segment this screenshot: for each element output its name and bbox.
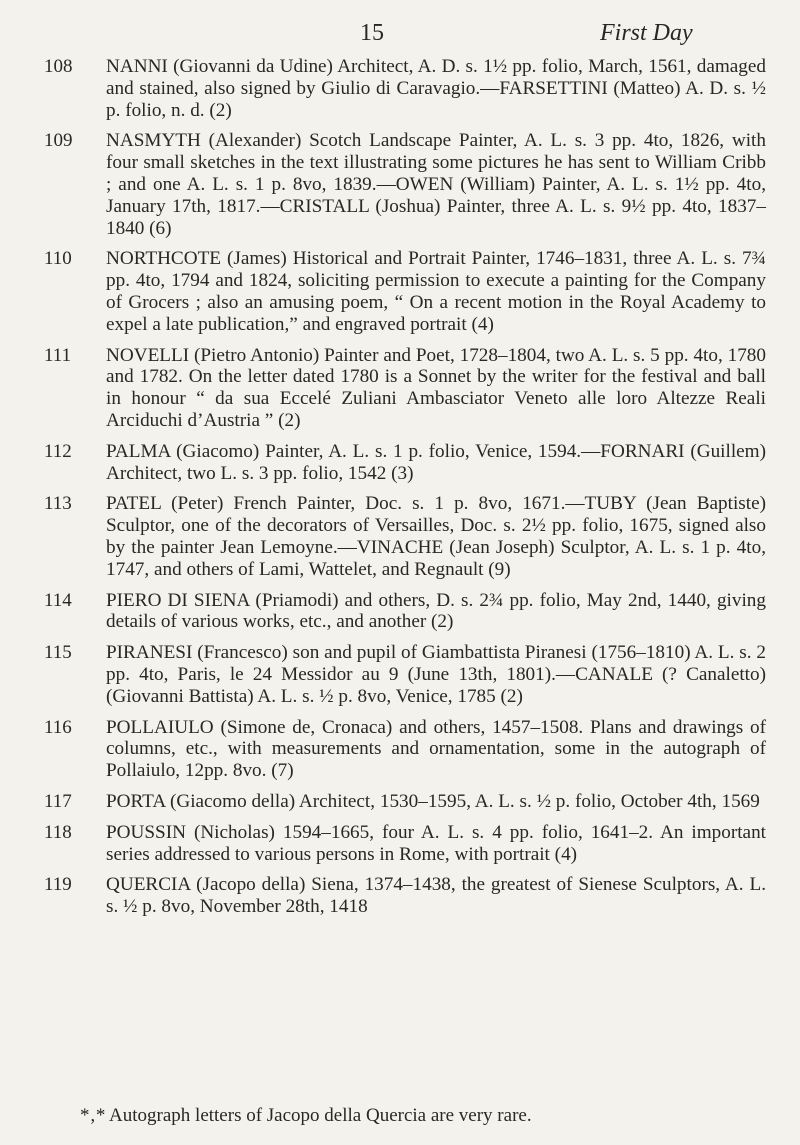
lot-entry — [0, 717, 800, 782]
lot-description: NORTHCOTE (James) Historical and Portrait Painter, 1746–1831, three A. L. s. 7¾ pp. 4to, 1794 and 1824, soliciting permission to execute a painting for the Company of Grocers ; also an amusing poem, “ On a recent motion in the Royal Academy to expel a late publication,” and engraved portrait (4) — [106, 248, 766, 335]
lot-description: POLLAIULO (Simone de, Cronaca) and others, 1457–1508. Plans and drawings of columns, etc., with measurements and ornamentation, some in the autograph of Pollaiulo, 12pp. 8vo. (7) — [106, 716, 766, 782]
lot-entry — [0, 130, 800, 239]
lot-entry — [0, 441, 800, 485]
lot-number: 117 — [44, 790, 72, 812]
lot-number: 116 — [44, 716, 72, 738]
lot-description: NASMYTH (Alexander) Scotch Landscape Painter, A. L. s. 3 pp. 4to, 1826, with four small sketches in the text illustrating some pictures he has sent to William Cribb ; and one A. L. s. 1 p. 8vo, 1839.—OWEN (William) Painter, A. L. s. 1½ pp. 4to, January 17th, 1817.—CRISTALL (Joshua) Painter, three A. L. s. 9½ pp. 4to, 1837–1840 (6) — [106, 130, 766, 239]
section-title: First Day — [600, 20, 693, 46]
lot-description: NOVELLI (Pietro Antonio) Painter and Poet, 1728–1804, two A. L. s. 5 pp. 4to, 1780 and 1782. On the letter dated 1780 is a Sonnet by the writer for the festival and ball in honour “ da sua Eccelé Zuliani Ambasciator Veneto alle loro Altezze Reali Arciduchi d’Austria ” (2) — [106, 344, 766, 431]
lot-number: 113 — [44, 493, 72, 515]
lot-number: 119 — [44, 874, 72, 896]
lot-entry — [0, 248, 800, 335]
lot-entry — [0, 590, 800, 634]
page-number: 15 — [360, 20, 384, 46]
lot-number: 110 — [44, 248, 72, 270]
lot-list — [0, 56, 800, 927]
lot-number: 118 — [44, 821, 72, 843]
lot-number: 114 — [44, 589, 72, 611]
lot-description: PALMA (Giacomo) Painter, A. L. s. 1 p. folio, Venice, 1594.—FORNARI (Guillem) Architect, two L. s. 3 pp. folio, 1542 (3) — [106, 440, 766, 484]
lot-description: PIRANESI (Francesco) son and pupil of Giambattista Piranesi (1756–1810) A. L. s. 2 pp. 4to, Paris, le 24 Messidor au 9 (June 13th, 1801).—CANALE (? Canaletto) (Giovanni Battista) A. L. s. ½ p. 8vo, Venice, 1785 (2) — [106, 642, 766, 707]
lot-description: PATEL (Peter) French Painter, Doc. s. 1 p. 8vo, 1671.—TUBY (Jean Baptiste) Sculptor, one of the decorators of Versailles, Doc. s. 2½ pp. folio, 1675, signed also by the painter Jean Lemoyne.—VINACHE (Jean Joseph) Sculptor, A. L. s. 1 p. 4to, 1747, and others of Lami, Wattelet, and Regnault (9) — [106, 493, 766, 580]
lot-description: POUSSIN (Nicholas) 1594–1665, four A. L. s. 4 pp. folio, 1641–2. An important series addressed to various persons in Rome, with portrait (4) — [106, 821, 766, 865]
lot-description: PIERO DI SIENA (Priamodi) and others, D. s. 2¾ pp. folio, May 2nd, 1440, giving details of various works, etc., and another (2) — [106, 589, 766, 633]
lot-entry — [0, 822, 800, 866]
footnote: *‚* Autograph letters of Jacopo della Quercia are very rare. — [80, 1105, 532, 1126]
lot-entry — [0, 56, 800, 121]
lot-number: 109 — [44, 130, 73, 152]
lot-entry — [0, 791, 800, 813]
lot-description: PORTA (Giacomo della) Architect, 1530–1595, A. L. s. ½ p. folio, October 4th, 1569 — [106, 790, 760, 812]
lot-description: QUERCIA (Jacopo della) Siena, 1374–1438, the greatest of Sienese Sculptors, A. L. s. ½ p. 8vo, November 28th, 1418 — [106, 874, 766, 918]
lot-entry — [0, 493, 800, 580]
lot-number: 115 — [44, 642, 72, 664]
lot-entry — [0, 874, 800, 918]
running-head — [0, 20, 800, 50]
lot-description: NANNI (Giovanni da Udine) Architect, A. D. s. 1½ pp. folio, March, 1561, damaged and stained, also signed by Giulio di Caravagio.—FARSETTINI (Matteo) A. D. s. ½ p. folio, n. d. (2) — [106, 56, 766, 121]
lot-number: 108 — [44, 56, 73, 77]
lot-number: 111 — [44, 344, 72, 366]
lot-number: 112 — [44, 440, 72, 462]
lot-entry — [0, 345, 800, 432]
lot-entry — [0, 642, 800, 707]
